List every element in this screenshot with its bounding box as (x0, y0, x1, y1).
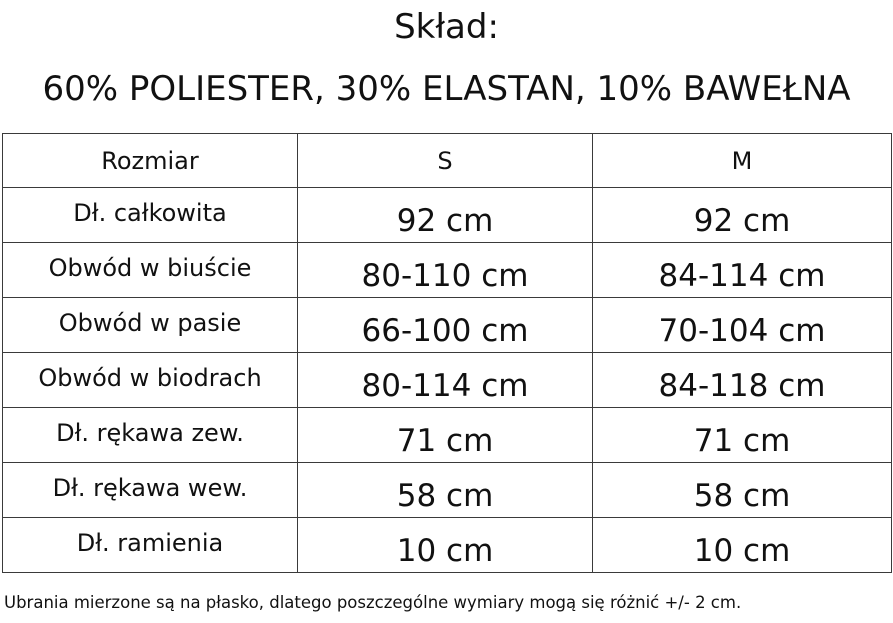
row-label-cell (3, 243, 298, 298)
table-header-row (3, 134, 892, 188)
value-cell-s (298, 298, 593, 353)
value-cell-m (593, 298, 892, 353)
value-cell-m (593, 518, 892, 573)
value-cell-m (593, 243, 892, 298)
value-cell-s (298, 353, 593, 408)
value-cell-m (593, 353, 892, 408)
row-label-cell (3, 188, 298, 243)
value-m: 71 cm (693, 423, 791, 459)
table-row (3, 243, 892, 298)
row-label: Dł. rękawa wew. (52, 474, 248, 502)
row-label: Dł. ramienia (76, 529, 224, 557)
composition-title: Skład: (394, 7, 499, 47)
value-cell-m (593, 188, 892, 243)
row-label-cell (3, 463, 298, 518)
table-row (3, 463, 892, 518)
header-label-m: M (731, 146, 753, 175)
value-m: 84-118 cm (658, 368, 826, 404)
value-m: 70-104 cm (658, 313, 826, 349)
value-m: 92 cm (693, 203, 791, 239)
value-cell-m (593, 408, 892, 463)
table-row (3, 353, 892, 408)
value-s: 10 cm (396, 533, 494, 569)
row-label: Obwód w biodrach (38, 364, 262, 392)
header-cell-s (298, 134, 593, 188)
row-label: Obwód w pasie (58, 309, 242, 337)
table-row (3, 188, 892, 243)
size-table (2, 133, 892, 573)
value-m: 10 cm (693, 533, 791, 569)
value-s: 71 cm (396, 423, 494, 459)
value-s: 66-100 cm (361, 313, 529, 349)
header-cell-m (593, 134, 892, 188)
row-label-cell (3, 408, 298, 463)
row-label: Dł. całkowita (73, 199, 227, 227)
value-s: 58 cm (396, 478, 494, 514)
value-cell-s (298, 408, 593, 463)
value-m: 84-114 cm (658, 258, 826, 294)
header-label-s: S (437, 146, 453, 175)
table-row (3, 518, 892, 573)
table-row (3, 408, 892, 463)
row-label-cell (3, 298, 298, 353)
row-label: Obwód w biuście (48, 254, 252, 282)
value-s: 80-110 cm (361, 258, 529, 294)
value-cell-s (298, 518, 593, 573)
value-cell-s (298, 243, 593, 298)
value-cell-s (298, 463, 593, 518)
header-cell-size (3, 134, 298, 188)
measurement-note: Ubrania mierzone są na płasko, dlatego poszczególne wymiary mogą się różnić +/- 2 cm. (4, 593, 742, 612)
row-label-cell (3, 518, 298, 573)
table-row (3, 298, 892, 353)
value-m: 58 cm (693, 478, 791, 514)
row-label-cell (3, 353, 298, 408)
value-s: 92 cm (396, 203, 494, 239)
value-s: 80-114 cm (361, 368, 529, 404)
value-cell-m (593, 463, 892, 518)
value-cell-s (298, 188, 593, 243)
header-label-size: Rozmiar (101, 146, 199, 175)
row-label: Dł. rękawa zew. (56, 419, 244, 447)
composition-text: 60% POLIESTER, 30% ELASTAN, 10% BAWEŁNA (42, 69, 851, 109)
